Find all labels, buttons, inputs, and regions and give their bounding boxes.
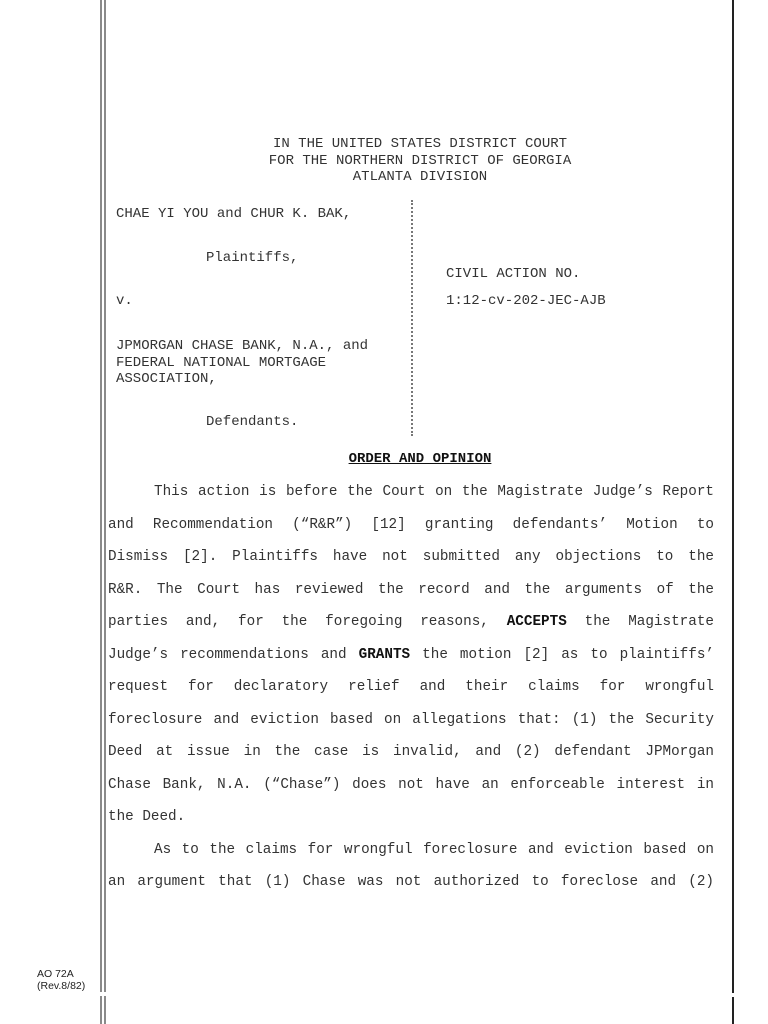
body-line: the Deed.	[108, 809, 186, 825]
body-line: R&R. The Court has reviewed the record and the arguments of the	[108, 581, 714, 598]
body-line: Chase Bank, N.A. (“Chase”) does not have an enforceable interest in	[108, 776, 714, 793]
defendants-line-1: JPMORGAN CHASE BANK, N.A., and	[116, 338, 369, 354]
defendants-line-3: ASSOCIATION,	[116, 371, 217, 387]
grants-emphasis: GRANTS	[358, 646, 411, 663]
accepts-emphasis: ACCEPTS	[506, 614, 567, 630]
form-caption	[37, 968, 85, 992]
form-number: AO 72A	[37, 968, 74, 980]
body-line: and Recommendation (“R&R”) [12] granting defendants’ Motion to	[108, 516, 714, 533]
document-title: ORDER AND OPINION	[348, 451, 492, 467]
left-margin-rule-outer	[100, 0, 102, 992]
body-line-accepts	[108, 606, 714, 639]
body-line: Dismiss [2]. Plaintiffs have not submitted any objections to the	[108, 549, 714, 565]
court-header-line-1: IN THE UNITED STATES DISTRICT COURT	[272, 136, 568, 152]
body-line: request for declaratory relief and their claims for wrongful	[108, 679, 714, 695]
body-line: an argument that (1) Chase was not authorized to foreclose and (2)	[108, 874, 714, 890]
body-line-grants	[108, 639, 714, 672]
left-margin-rule-inner	[104, 0, 106, 992]
body-line: This action is before the Court on the Magistrate Judge’s Report	[154, 484, 714, 500]
body-text-fragment: the Magistrate	[584, 614, 714, 630]
versus-label: v.	[116, 293, 133, 309]
plaintiffs-label: Plaintiffs,	[206, 250, 299, 266]
body-line: As to the claims for wrongful foreclosure and eviction based on	[154, 841, 714, 858]
right-margin-rule	[732, 0, 734, 993]
left-margin-rule-inner-lower	[104, 996, 106, 1024]
court-header	[110, 136, 730, 186]
right-margin-rule-lower	[732, 997, 734, 1024]
civil-action-label: CIVIL ACTION NO.	[446, 266, 581, 282]
left-margin-rule-outer-lower	[100, 996, 102, 1024]
case-caption-parties	[116, 206, 369, 430]
civil-action-number: 1:12-cv-202-JEC-AJB	[446, 293, 606, 309]
court-header-line-2: FOR THE NORTHERN DISTRICT OF GEORGIA	[268, 152, 572, 169]
court-header-line-3: ATLANTA DIVISION	[352, 169, 488, 185]
defendants-line-2: FEDERAL NATIONAL MORTGAGE	[116, 354, 327, 371]
body-text-fragment: Judge’s recommendations and	[108, 646, 347, 663]
form-revision: (Rev.8/82)	[37, 980, 86, 992]
body-text-fragment: parties and, for the foregoing reasons,	[108, 614, 489, 630]
body-line: foreclosure and eviction based on allegations that: (1) the Security	[108, 711, 714, 728]
plaintiffs-names: CHAE YI YOU and CHUR K. BAK,	[116, 206, 352, 222]
order-body	[108, 476, 714, 899]
caption-divider	[411, 200, 413, 436]
defendants-label: Defendants.	[206, 414, 299, 430]
body-line: Deed at issue in the case is invalid, and (2) defendant JPMorgan	[108, 744, 714, 760]
body-text-fragment: the motion [2] as to plaintiffs’	[422, 646, 714, 663]
